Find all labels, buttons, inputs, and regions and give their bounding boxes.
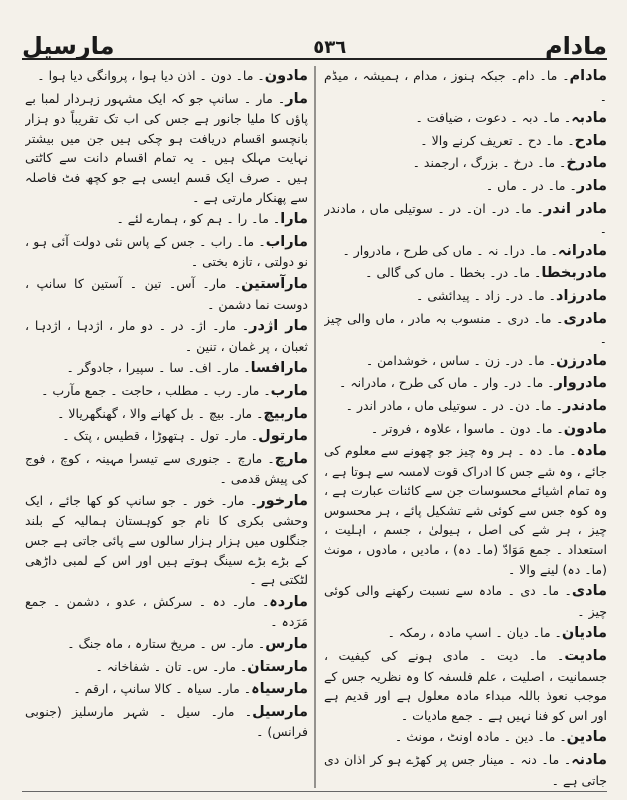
entry-definition: ۔ ما۔ دری ۔ منسوب بہ مادر ، ماں والی چیز ۔ xyxy=(324,310,607,347)
entry-definition: ۔ ما۔ در۔ وار ۔ ماں کی طرح ، مادرانہ ۔ xyxy=(339,375,555,391)
entry-headword: مادون xyxy=(264,68,308,84)
dictionary-entry xyxy=(324,199,607,239)
entry-definition: ۔ ما۔ دام۔ جبکہ ہنوز ، مدام ، ہمیشہ ، میڈم ۔ xyxy=(324,68,607,104)
dictionary-entry xyxy=(324,176,607,197)
dictionary-entry xyxy=(25,274,308,314)
entry-headword: مارستان xyxy=(247,658,308,675)
dictionary-entry xyxy=(25,89,308,208)
entry-headword: مارسیاہ xyxy=(251,681,308,698)
dictionary-entry xyxy=(324,396,607,417)
entry-headword: مادنہ xyxy=(571,752,607,768)
entry-headword: ماربیچ xyxy=(263,405,308,422)
entry-definition: ۔ ما۔ دون ۔ اذن دیا ہوا ، پروانگی دیا ہوا ۔ xyxy=(37,68,265,83)
dictionary-entry xyxy=(25,209,308,230)
entry-headword: مادیت xyxy=(564,648,607,665)
header-left-headword: مارسیل xyxy=(22,32,115,60)
entry-headword: مارا xyxy=(280,211,308,228)
entry-definition: ۔ مار۔ سیاہ ۔ کالا سانپ ، ارقم ۔ xyxy=(73,681,252,697)
entry-headword: مارافسا xyxy=(250,360,308,377)
entry-definition: ۔ ما۔ دیان ۔ اسپ مادہ ، رمکہ ۔ xyxy=(387,625,562,641)
entry-headword: مادر xyxy=(576,177,607,194)
entry-definition: ۔ مارچ ۔ جنوری سے تیسرا مہینہ ، کوچ ، فوج کی پیش قدمی ۔ xyxy=(25,450,308,487)
entry-definition: ۔ ما۔ درخ ۔ بزرگ ، ارجمند ۔ xyxy=(412,155,567,171)
dictionary-entry xyxy=(25,426,308,447)
entry-headword: مار xyxy=(285,90,308,107)
dictionary-entry xyxy=(324,419,607,440)
entry-headword: مار اژدر xyxy=(249,318,308,335)
entry-headword: مادون xyxy=(563,420,607,437)
dictionary-entry xyxy=(324,646,607,725)
entry-definition: ۔ ما۔ در۔ ان۔ در ۔ سوتیلی ماں ، مادندر ۔ xyxy=(324,200,607,237)
dictionary-entry xyxy=(324,351,607,372)
entry-definition: ۔ مار ۔ سانپ جو کہ ایک مشہور زہردار لمبا بے پاؤں کا ملیا جانور ہے جس کی اب تک تقریباً دو ہزار بانچسو اقسام دریافت ہو چکی ہیں جن میں بیشتر نہایت مہلک ہیں ۔ یہ تمام اقسام دانت سے کاٹتی ہیں ۔ صرف ایک قسم ایسی ہے جو کچھ فٹ فاصلہ سے پھنکار مارتی ہے ۔ xyxy=(25,90,308,205)
entry-headword: مادرخ xyxy=(566,155,607,172)
dictionary-entry xyxy=(324,750,607,788)
entry-definition: ۔ ما۔ دہ ۔ ہر وہ چیز جو چھونے سے معلوم کی جائے ، وہ شے جس کا ادراک قوت لامسہ سے ہوتا ہے ، وہ تمام اشیائے محسوسات جن سے کائنات عبارت ہے ، وہ کوہ جس سے کوئی شے تشکیل پائے ، ہر محسوس چیز ، ہر شے کی اصل ، ہیولیٰ ، جسم ، اہلیت ، استعداد ۔ جمع مَوَادّ (ما۔ دہ) ، مادیں ، مادوں ، مونث (ما۔ دہ) لینے والا ۔ xyxy=(324,443,607,577)
right-column xyxy=(324,66,607,788)
entry-definition: ۔ مار۔ خور ۔ جو سانپ کو کھا جائے ، ایک وحشی بکری کا نام جو کوہستان ہمالیہ کے بلند جنگلوں میں ہزار ہزار سالوں سے پائی جاتی ہے جس کے بڑے بڑے سینگ ہوتے ہیں اور اس کے لمبی داڑھی لٹکتی ہے ۔ xyxy=(25,492,308,588)
dictionary-entry xyxy=(324,373,607,394)
entry-definition: ۔ مار۔ سیل ۔ شہر مارسلیز (جنوبی فرانس) ۔ xyxy=(25,703,308,740)
dictionary-entry xyxy=(324,581,607,621)
entry-headword: مادام xyxy=(569,68,607,84)
dictionary-entry xyxy=(25,449,308,489)
entry-definition: ۔ مار۔ رب ۔ مطلب ، حاجت ۔ جمع مآرب ۔ xyxy=(41,382,271,398)
entry-headword: مادرزاد xyxy=(556,287,607,304)
dictionary-entry xyxy=(25,358,308,379)
dictionary-entry xyxy=(25,381,308,402)
dictionary-entry xyxy=(324,727,607,748)
dictionary-entry xyxy=(324,263,607,284)
entry-headword: مادی xyxy=(571,583,607,600)
entry-headword: مادری xyxy=(563,310,607,327)
entry-definition: ۔ مار۔ آس۔ تین ۔ آستین کا سانپ ، دوست نما دشمن ۔ xyxy=(25,275,308,312)
header-right-headword: مادام xyxy=(544,32,607,60)
entry-headword: مادربخطا xyxy=(541,265,607,282)
dictionary-entry xyxy=(324,131,607,152)
entry-headword: مادح xyxy=(574,132,607,149)
entry-headword: مارچ xyxy=(274,450,308,467)
entry-headword: مارتول xyxy=(258,428,308,445)
entry-headword: مارخور xyxy=(257,492,308,509)
dictionary-entry xyxy=(324,309,607,349)
entry-definition: ۔ ما۔ راب ۔ جس کے پاس نئی دولت آئی ہو ، نو دولتی ، تازہ بختی ۔ xyxy=(25,233,308,270)
dictionary-entry xyxy=(324,108,607,129)
dictionary-entry xyxy=(25,679,308,700)
dictionary-entry xyxy=(25,702,308,742)
entry-headword: مادندر xyxy=(562,397,607,414)
dictionary-entry xyxy=(324,286,607,307)
entry-headword: مادیان xyxy=(561,625,607,642)
entry-headword: مادبہ xyxy=(571,110,607,127)
entry-definition: ۔ مار۔ تول ۔ ہتھوڑا ، قطیس ، پتک ۔ xyxy=(62,428,259,444)
entry-definition: ۔ ما۔ در ۔ ماں ۔ xyxy=(485,177,577,193)
entry-definition: ۔ ما۔ را ۔ ہم کو ، ہمارے لئے ۔ xyxy=(116,211,281,227)
dictionary-entry xyxy=(25,232,308,272)
dictionary-entry xyxy=(25,491,308,590)
dictionary-entry xyxy=(324,441,607,579)
page-header xyxy=(22,14,607,60)
entry-headword: ماردہ xyxy=(269,593,308,610)
dictionary-entry xyxy=(324,623,607,644)
entry-definition: ۔ مار۔ اژ۔ در ۔ دو مار ، اژدہا ، اژدہا ، ثعبان ، پر غمان ، تنین ۔ xyxy=(25,318,308,354)
entry-definition: ۔ مار۔ اف۔ سا ۔ سپیرا ، جادوگر ۔ xyxy=(66,360,251,376)
left-column xyxy=(25,66,308,788)
entry-definition: ۔ مار۔ س۔ تان ۔ شفاخانہ ۔ xyxy=(95,658,248,674)
entry-headword: مادرزن xyxy=(556,352,607,369)
entry-headword: ماراب xyxy=(265,233,308,250)
entry-headword: مادین xyxy=(566,729,607,746)
dictionary-entry xyxy=(25,634,308,655)
dictionary-entry xyxy=(324,66,607,106)
dictionary-entry xyxy=(25,657,308,678)
entry-headword: مارآستین xyxy=(241,275,308,292)
dictionary-entry xyxy=(324,241,607,262)
dictionary-entry xyxy=(324,153,607,174)
entry-definition: ۔ ما۔ دون ۔ ماسوا ، علاوہ ، فروتر ۔ xyxy=(370,420,564,436)
entry-headword: مارب xyxy=(270,382,308,399)
entry-headword: مادہ xyxy=(576,443,607,460)
entry-headword: مادروار xyxy=(554,375,607,392)
entry-definition: ۔ مار۔ دہ ۔ سرکش ، عدو ، دشمن ۔ جمع مَرَدہ ۔ xyxy=(25,593,308,630)
entry-definition: ۔ ما۔ دن۔ در ۔ سوتیلی ماں ، مادر اندر ۔ xyxy=(345,397,563,413)
entry-definition: ۔ ما۔ دبہ ۔ دعوت ، ضیافت ۔ xyxy=(415,110,572,126)
entry-definition: ۔ ما۔ دنہ ۔ مینار جس پر کھڑے ہو کر اذان دی جاتی ہے ۔ xyxy=(324,752,607,788)
columns xyxy=(22,66,607,788)
dictionary-entry xyxy=(25,316,308,356)
page-number: ٥٣٦ xyxy=(313,37,347,58)
entry-definition: ۔ مار۔ بیچ ۔ بل کھانے والا ، گھنگھریالا ۔ xyxy=(57,405,264,421)
entry-headword: مادرانہ xyxy=(557,242,607,259)
entry-definition: ۔ ما۔ دیت ۔ مادی ہونے کی کیفیت ، جسمانیت ، اصلیت ، علم فلسفہ کا وہ نظریہ جس کے موجب نعوذ باللہ مبداء مادہ معلول ہے اور قدیم ہے اور اس کو فنا نہیں ہے ۔ جمع مادیات ۔ xyxy=(324,648,607,723)
entry-headword: مادر اندر xyxy=(543,200,607,217)
dictionary-entry xyxy=(25,404,308,425)
entry-definition: ۔ ما۔ در۔ زن ۔ ساس ، خوشدامن ۔ xyxy=(365,352,557,368)
entry-definition: ۔ ما۔ در۔ زاد ۔ پیدائشی ۔ xyxy=(416,287,557,303)
footer-rule xyxy=(22,791,607,792)
entry-definition: ۔ ما۔ درا۔ نہ ۔ ماں کی طرح ، مادروار ۔ xyxy=(342,242,558,258)
entry-definition: ۔ مار۔ س ۔ مریخ ستارہ ، ماہ جنگ ۔ xyxy=(67,636,266,652)
dictionary-entry xyxy=(25,592,308,632)
entry-headword: مارسیل xyxy=(252,703,308,720)
entry-definition: ۔ ما۔ دین ۔ مادہ اونٹ ، مونث ۔ xyxy=(394,729,567,745)
entry-definition: ۔ ما۔ در۔ بخطا ۔ ماں کی گالی ۔ xyxy=(365,265,542,281)
entry-definition: ۔ ما۔ دح ۔ تعریف کرنے والا ۔ xyxy=(420,132,575,148)
entry-definition: ۔ ما۔ دی ۔ مادہ سے نسبت رکھنے والی کوئی چیز ۔ xyxy=(324,583,607,619)
entry-headword: مارس xyxy=(265,636,308,653)
dictionary-entry xyxy=(25,66,308,87)
